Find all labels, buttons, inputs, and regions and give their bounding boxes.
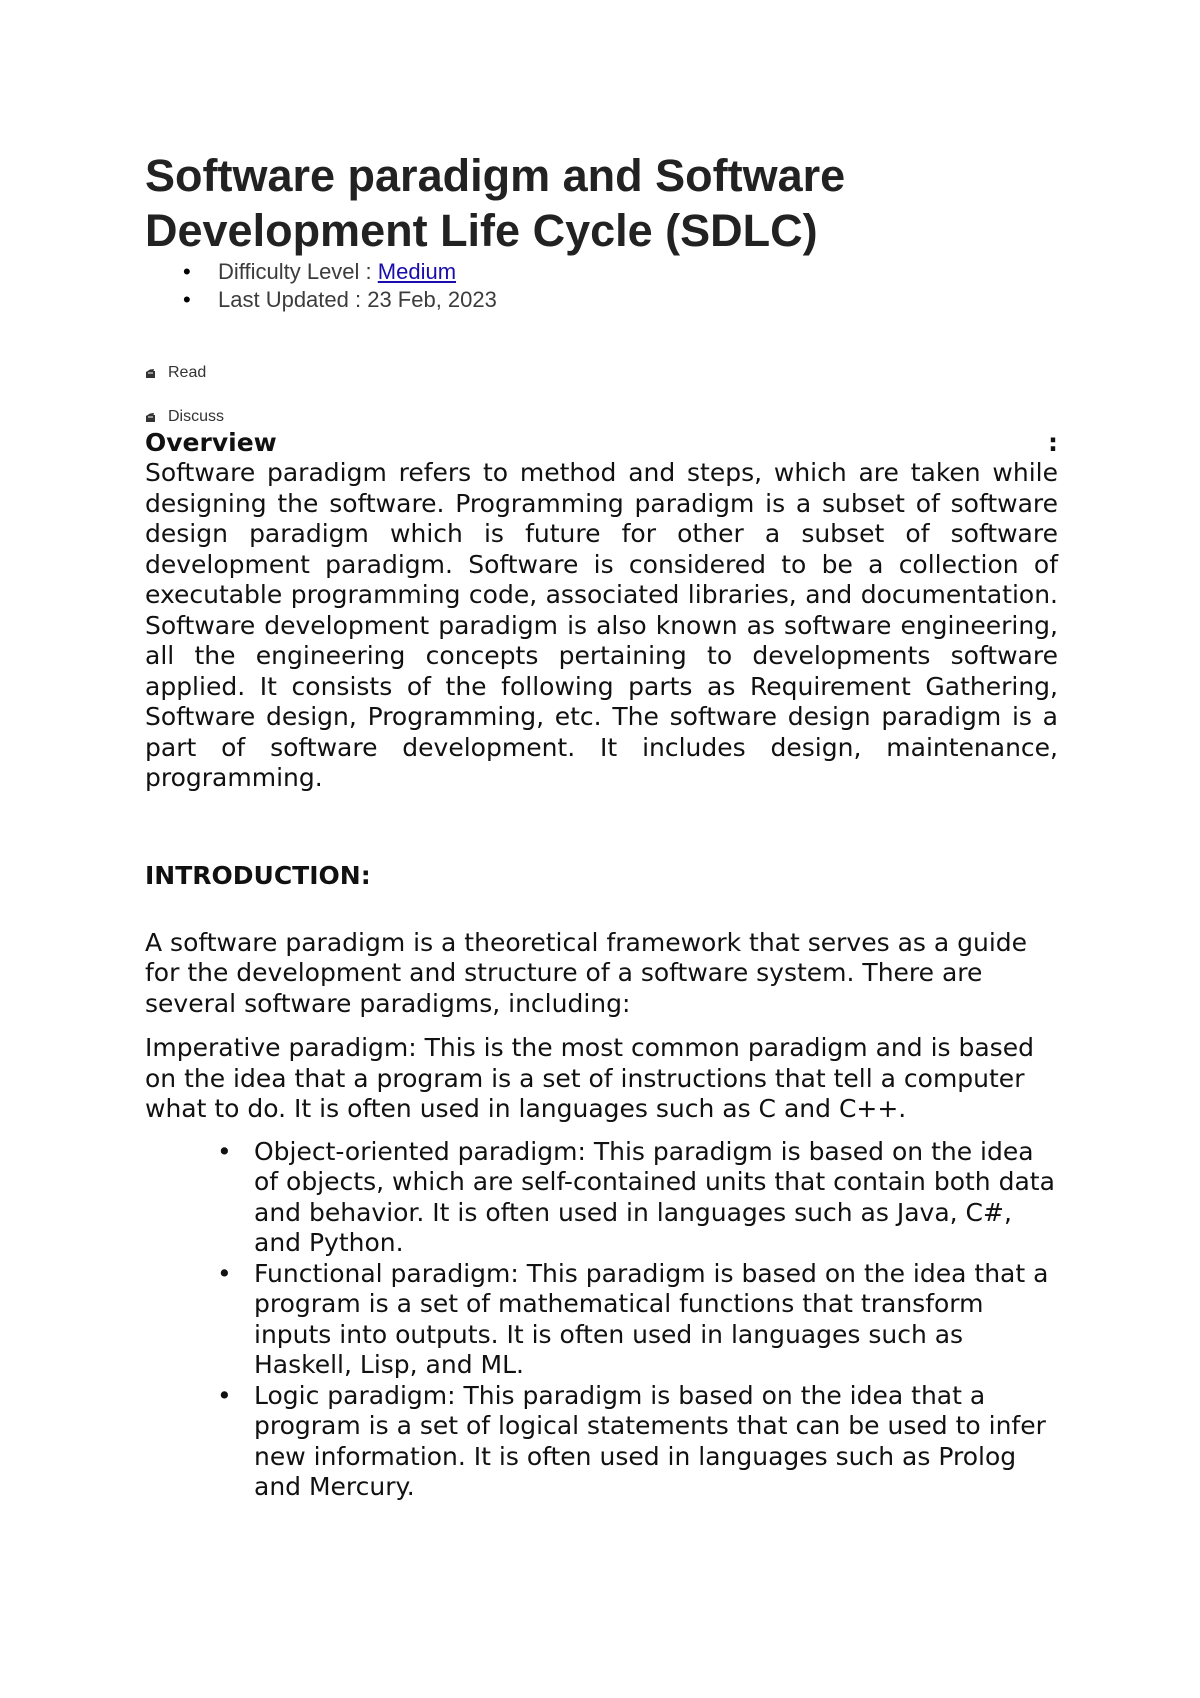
list-item <box>145 1381 1058 1503</box>
overview-paragraph: Software paradigm refers to method and steps, which are taken while designing the software. Programming paradigm is a subset of software design paradigm which is future for other a subset of software development paradigm. Software is considered to be a collection of executable programming code, associated libraries, and documentation. Software development paradigm is also known as software engineering, all the engineering concepts pertaining to developments software applied. It consists of the following parts as Requirement Gathering, Software design, Programming, etc. The software design paradigm is a part of software development. It includes design, maintenance, programming. <box>145 458 1058 792</box>
bullet-icon: • <box>183 287 191 312</box>
page-title: Software paradigm and Software Development Life Cycle (SDLC) <box>145 150 846 256</box>
overview-heading: Overview <box>145 428 277 457</box>
bullet-icon: • <box>217 1136 232 1166</box>
overview-colon: : <box>1048 428 1058 457</box>
list-item <box>145 1137 1058 1259</box>
read-label: Read <box>168 364 207 381</box>
last-updated <box>145 286 1058 314</box>
list-item-text: Object-oriented paradigm: This paradigm is based on the idea of objects, which are self-contained units that contain both data and behavior. It is often used in languages such as Java, C#, and Python. <box>254 1136 1055 1257</box>
discuss-button[interactable] <box>145 408 1058 426</box>
imperative-paragraph: Imperative paradigm: This is the most common paradigm and is based on the idea that a program is a set of instructions that tell a computer what to do. It is often used in languages such as C and C++. <box>145 1033 1034 1123</box>
discuss-label: Discuss <box>168 408 225 425</box>
difficulty-label: Difficulty Level : <box>218 259 378 284</box>
bullet-icon: • <box>217 1380 232 1410</box>
list-item-text: Logic paradigm: This paradigm is based on the idea that a program is a set of logical statements that can be used to infer new information. It is often used in languages such as Prolog and Mercury. <box>254 1380 1046 1501</box>
discuss-icon <box>145 412 156 423</box>
difficulty-link[interactable]: Medium <box>377 259 457 284</box>
last-updated-text: Last Updated : 23 Feb, 2023 <box>218 287 497 312</box>
article-meta <box>145 258 1058 314</box>
read-button[interactable] <box>145 364 1058 382</box>
bullet-icon: • <box>217 1258 232 1288</box>
introduction-heading: INTRODUCTION: <box>145 860 371 890</box>
overview-heading-row <box>145 428 1058 458</box>
paradigm-list <box>145 1137 1058 1503</box>
bullet-icon: • <box>183 259 191 284</box>
difficulty-level <box>145 258 1058 286</box>
list-item-text: Functional paradigm: This paradigm is based on the idea that a program is a set of mathematical functions that transform inputs into outputs. It is often used in languages such as Haskell, Lisp, and ML. <box>254 1258 1049 1379</box>
article <box>145 148 1058 1503</box>
read-icon <box>145 368 156 379</box>
list-item <box>145 1259 1058 1381</box>
introduction-paragraph: A software paradigm is a theoretical framework that serves as a guide for the development and structure of a software system. There are several software paradigms, including: <box>145 927 1028 1018</box>
